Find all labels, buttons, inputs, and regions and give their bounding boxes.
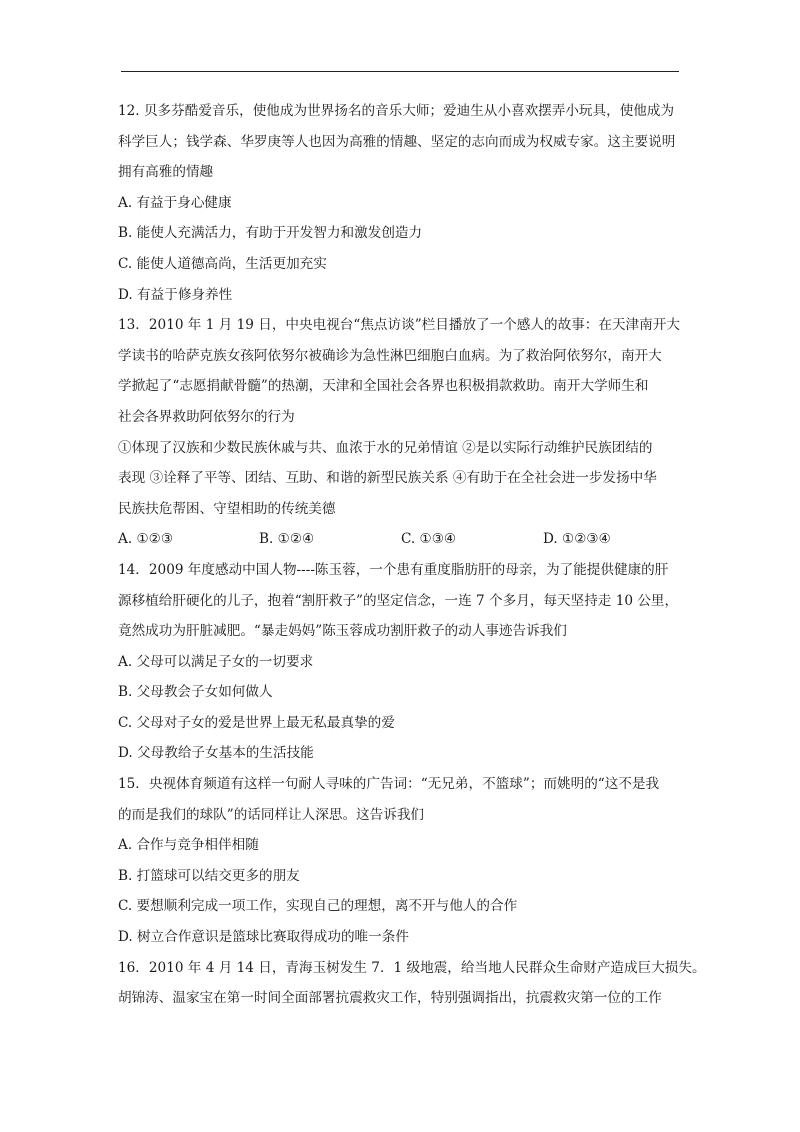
- option-c: C. 父母对子女的爱是世界上最无私最真挚的爱: [118, 714, 395, 731]
- question-stem-line: 民族扶危帮困、守望相助的传统美德: [118, 500, 336, 517]
- question-12: [118, 96, 688, 310]
- option-a: A. 合作与竞争相伴相随: [118, 837, 259, 854]
- option-d: D. 父母教给子女基本的生活技能: [118, 745, 314, 762]
- question-stem-line: ①体现了汉族和少数民族休戚与共、血浓于水的兄弟情谊 ②是以实际行动维护民族团结的: [118, 439, 653, 456]
- option-b: B. 打篮球可以结交更多的朋友: [118, 867, 300, 884]
- option-c: C. 能使人道德高尚，生活更加充实: [118, 255, 327, 272]
- option-d: D. 树立合作意识是篮球比赛取得成功的唯一条件: [118, 929, 409, 946]
- question-stem-line: 16．2010 年 4 月 14 日，青海玉树发生 7．1 级地震，给当地人民群众生命财产造成巨大损失。: [118, 959, 706, 976]
- question-13: [118, 310, 688, 555]
- option-row: [118, 524, 688, 555]
- option-b: B. ①②④: [259, 531, 315, 548]
- question-stem-line: 14．2009 年度感动中国人物----陈玉蓉，一个患有重度脂肪肝的母亲，为了能提供健康的肝: [118, 561, 669, 578]
- question-stem-line: 13．2010 年 1 月 19 日，中央电视台“焦点访谈”栏目播放了一个感人的故事：在天津南开大: [118, 317, 680, 334]
- question-16: [118, 953, 706, 1014]
- option-d: D. ①②③④: [543, 531, 611, 548]
- exam-page: [118, 96, 706, 1014]
- question-stem-line: 15．央视体育频道有这样一句耐人寻味的广告词：“无兄弟，不篮球”；而姚明的“这不是我: [118, 776, 660, 793]
- option-c: C. ①③④: [401, 531, 457, 548]
- question-stem-line: 拥有高雅的情趣: [118, 164, 214, 181]
- option-a: A. ①②③: [118, 531, 174, 548]
- option-d: D. 有益于修身养性: [118, 286, 233, 303]
- question-stem-line: 的而是我们的球队”的话同样让人深思。这告诉我们: [118, 806, 425, 823]
- header-rule: [121, 71, 679, 72]
- option-c: C. 要想顺利完成一项工作，实现自己的理想，离不开与他人的合作: [118, 898, 518, 915]
- option-a: A. 父母可以满足子女的一切要求: [118, 653, 314, 670]
- question-stem-line: 12. 贝多芬酷爱音乐，使他成为世界扬名的音乐大师；爱迪生从小喜欢摆弄小玩具，使他成为: [118, 103, 675, 119]
- option-b: B. 父母教会子女如何做人: [118, 684, 273, 701]
- question-stem-line: 学掀起了“志愿捐献骨髓”的热潮，天津和全国社会各界也积极捐款救助。南开大学师生和: [118, 378, 649, 395]
- option-b: B. 能使人充满活力，有助于开发智力和激发创造力: [118, 225, 423, 242]
- question-stem-line: 胡锦涛、温家宝在第一时间全面部署抗震救灾工作，特别强调指出，抗震救灾第一位的工作: [118, 990, 662, 1007]
- question-stem-line: 竟然成功为肝脏减肥。“暴走妈妈”陈玉蓉成功割肝救子的动人事迹告诉我们: [118, 623, 567, 640]
- question-stem-line: 社会各界救助阿依努尔的行为: [118, 408, 295, 425]
- question-stem-line: 表现 ③诠释了平等、团结、互助、和谐的新型民族关系 ④有助于在全社会进一步发扬中华: [118, 470, 657, 487]
- option-a: A. 有益于身心健康: [118, 194, 232, 211]
- question-stem-line: 源移植给肝硬化的儿子，抱着“割肝救子”的坚定信念，一连 7 个多月，每天坚持走 10 公里，: [118, 592, 679, 609]
- question-14: [118, 555, 688, 769]
- question-stem-line: 科学巨人；钱学森、华罗庚等人也因为高雅的情趣、坚定的志向而成为权威专家。这主要说明: [118, 133, 676, 150]
- question-15: [118, 769, 688, 953]
- question-stem-line: 学读书的哈萨克族女孩阿依努尔被确诊为急性淋巴细胞白血病。为了救治阿依努尔，南开大: [118, 347, 662, 364]
